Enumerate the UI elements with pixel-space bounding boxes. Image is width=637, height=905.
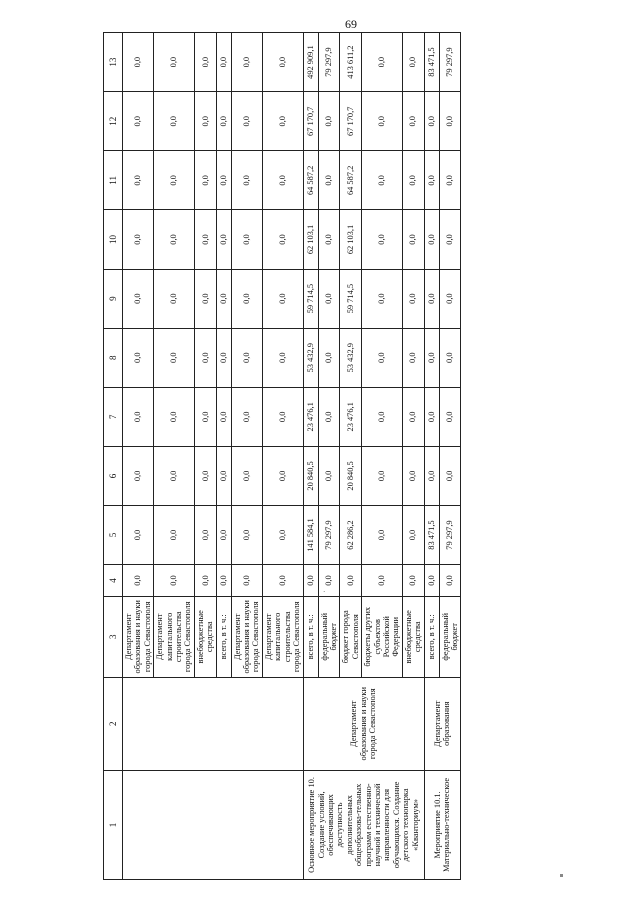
source-cell: Департамент образования и науки города Севастополя (231, 596, 262, 677)
value-cell: 0,0 (362, 33, 403, 92)
value-cell: 79 297,9 (439, 505, 461, 564)
value-cell: 64 587,2 (340, 151, 362, 210)
value-cell: 0,0 (402, 33, 424, 92)
value-cell: 0,0 (154, 505, 195, 564)
source-cell: бюджеты других субъектов Российской Федерации (362, 596, 403, 677)
value-cell: 0,0 (123, 151, 154, 210)
value-cell: 0,0 (424, 92, 439, 151)
value-cell: 0,0 (362, 446, 403, 505)
value-cell: 0,0 (216, 565, 231, 597)
value-cell: 0,0 (216, 92, 231, 151)
value-cell: 0,0 (424, 565, 439, 597)
value-cell: 0,0 (194, 387, 216, 446)
value-cell: 0,0 (303, 565, 318, 597)
value-cell: 0,0 (262, 92, 303, 151)
header-cell: 2 (104, 677, 123, 770)
value-cell: 0,0 (318, 446, 340, 505)
value-cell: 0,0 (439, 446, 461, 505)
source-cell: внебюджетные средства (194, 596, 216, 677)
table-row (303, 33, 318, 880)
value-cell: 0,0 (154, 565, 195, 597)
value-cell: 0,0 (362, 92, 403, 151)
value-cell: 53 432,9 (340, 328, 362, 387)
source-cell: всего, в т. ч.: (303, 596, 318, 677)
value-cell: 0,0 (194, 446, 216, 505)
value-cell: 83 471,5 (424, 33, 439, 92)
value-cell: 0,0 (424, 446, 439, 505)
source-cell: бюджет города Севастополя (340, 596, 362, 677)
value-cell: 0,0 (123, 210, 154, 269)
table-row (424, 33, 439, 880)
source-cell: всего, в т. ч.: (216, 596, 231, 677)
value-cell: 413 611,2 (340, 33, 362, 92)
value-cell: 0,0 (231, 565, 262, 597)
value-cell: 23 476,1 (340, 387, 362, 446)
value-cell: 0,0 (154, 92, 195, 151)
value-cell: 0,0 (194, 151, 216, 210)
value-cell: 0,0 (262, 33, 303, 92)
value-cell: 0,0 (231, 387, 262, 446)
value-cell: 0,0 (231, 269, 262, 328)
value-cell: 0,0 (402, 505, 424, 564)
value-cell: 0,0 (340, 565, 362, 597)
value-cell: 20 840,5 (340, 446, 362, 505)
header-cell: 3 (104, 596, 123, 677)
value-cell: 0,0 (262, 328, 303, 387)
stray-mark: · (323, 588, 326, 596)
value-cell: 0,0 (154, 151, 195, 210)
value-cell: 79 297,9 (318, 33, 340, 92)
value-cell: 0,0 (362, 565, 403, 597)
value-cell: 67 170,7 (340, 92, 362, 151)
page-number: 69 (345, 17, 357, 31)
value-cell: 0,0 (123, 565, 154, 597)
header-row (104, 33, 123, 880)
value-cell: 0,0 (362, 505, 403, 564)
value-cell: 0,0 (362, 387, 403, 446)
value-cell: 0,0 (216, 151, 231, 210)
table-body (104, 33, 461, 880)
value-cell: 0,0 (318, 565, 340, 597)
value-cell: 0,0 (402, 565, 424, 597)
header-cell: 13 (104, 33, 123, 92)
value-cell: 0,0 (231, 328, 262, 387)
value-cell: 0,0 (362, 328, 403, 387)
value-cell: 0,0 (154, 328, 195, 387)
value-cell: 0,0 (216, 33, 231, 92)
value-cell: 0,0 (362, 151, 403, 210)
value-cell: 0,0 (439, 269, 461, 328)
value-cell: 0,0 (123, 446, 154, 505)
value-cell: 0,0 (318, 269, 340, 328)
value-cell: 0,0 (216, 210, 231, 269)
value-cell: 0,0 (402, 92, 424, 151)
value-cell: 0,0 (439, 210, 461, 269)
value-cell: 0,0 (439, 565, 461, 597)
value-cell: 67 170,7 (303, 92, 318, 151)
stray-dot (560, 874, 563, 877)
header-cell: 9 (104, 269, 123, 328)
value-cell: 0,0 (123, 387, 154, 446)
value-cell: 0,0 (262, 151, 303, 210)
value-cell: 0,0 (424, 387, 439, 446)
header-cell: 10 (104, 210, 123, 269)
empty-cell (123, 770, 304, 879)
value-cell: 62 103,1 (303, 210, 318, 269)
value-cell: 0,0 (194, 565, 216, 597)
value-cell: 0,0 (424, 269, 439, 328)
value-cell: 0,0 (262, 210, 303, 269)
value-cell: 0,0 (318, 210, 340, 269)
value-cell: 0,0 (154, 33, 195, 92)
value-cell: 0,0 (194, 210, 216, 269)
rotated-table-wrapper (103, 32, 461, 880)
value-cell: 0,0 (402, 210, 424, 269)
value-cell: 0,0 (123, 328, 154, 387)
header-cell: 8 (104, 328, 123, 387)
value-cell: 20 840,5 (303, 446, 318, 505)
value-cell: 79 297,9 (318, 505, 340, 564)
header-cell: 6 (104, 446, 123, 505)
value-cell: 0,0 (402, 328, 424, 387)
value-cell: 0,0 (318, 328, 340, 387)
value-cell: 0,0 (439, 92, 461, 151)
value-cell: 53 432,9 (303, 328, 318, 387)
table-row (123, 33, 154, 880)
value-cell: 0,0 (194, 505, 216, 564)
value-cell: 0,0 (216, 505, 231, 564)
value-cell: 0,0 (439, 328, 461, 387)
value-cell: 0,0 (318, 387, 340, 446)
value-cell: 59 714,5 (303, 269, 318, 328)
value-cell: 23 476,1 (303, 387, 318, 446)
source-cell: Департамент капитального строительства города Севастополя (154, 596, 195, 677)
value-cell: 62 286,2 (340, 505, 362, 564)
value-cell: 0,0 (362, 269, 403, 328)
value-cell: 141 584,1 (303, 505, 318, 564)
value-cell: 0,0 (194, 92, 216, 151)
value-cell: 0,0 (123, 33, 154, 92)
value-cell: 0,0 (231, 210, 262, 269)
activity-name-cell: Мероприятие 10.1. Материально-техническое (424, 770, 461, 879)
value-cell: 0,0 (154, 446, 195, 505)
value-cell: 0,0 (262, 387, 303, 446)
value-cell: 64 587,2 (303, 151, 318, 210)
source-cell: Департамент капитального строительства города Севастополя (262, 596, 303, 677)
value-cell: 62 103,1 (340, 210, 362, 269)
value-cell: 0,0 (231, 33, 262, 92)
source-cell: федеральный бюджет (439, 596, 461, 677)
executor-cell: Департамент образования (424, 677, 461, 770)
value-cell: 59 714,5 (340, 269, 362, 328)
value-cell: 79 297,9 (439, 33, 461, 92)
source-cell: федеральный бюджет (318, 596, 340, 677)
value-cell: 0,0 (362, 210, 403, 269)
value-cell: 492 909,1 (303, 33, 318, 92)
value-cell: 0,0 (402, 269, 424, 328)
executor-cell: Департамент образования и науки города Севастополя (303, 677, 424, 770)
value-cell: 0,0 (318, 92, 340, 151)
value-cell: 0,0 (231, 505, 262, 564)
value-cell: 0,0 (194, 33, 216, 92)
value-cell: 0,0 (402, 151, 424, 210)
value-cell: 0,0 (216, 387, 231, 446)
header-cell: 5 (104, 505, 123, 564)
header-cell: 1 (104, 770, 123, 879)
value-cell: 0,0 (231, 151, 262, 210)
value-cell: 0,0 (216, 269, 231, 328)
value-cell: 0,0 (194, 328, 216, 387)
value-cell: 0,0 (402, 387, 424, 446)
activity-name-cell: Основное мероприятие 10. Создание условий, обеспечивающих доступность дополнительных общеобразова-тельных программ естественно-научной и технической направленности для обучающихся. Создание детского технопарка «Кванториум» (303, 770, 424, 879)
source-cell: внебюджетные средства (402, 596, 424, 677)
source-cell: Департамент образования и науки города Севастополя (123, 596, 154, 677)
value-cell: 0,0 (439, 387, 461, 446)
header-cell: 7 (104, 387, 123, 446)
value-cell: 0,0 (424, 328, 439, 387)
value-cell: 0,0 (262, 505, 303, 564)
value-cell: 0,0 (231, 92, 262, 151)
value-cell: 0,0 (424, 210, 439, 269)
value-cell: 0,0 (123, 92, 154, 151)
value-cell: 0,0 (439, 151, 461, 210)
source-cell: всего, в т. ч.: (424, 596, 439, 677)
value-cell: 0,0 (154, 387, 195, 446)
header-cell: 4 (104, 565, 123, 597)
value-cell: 0,0 (262, 565, 303, 597)
budget-table (103, 32, 461, 880)
value-cell: 0,0 (216, 328, 231, 387)
value-cell: 0,0 (262, 446, 303, 505)
value-cell: 0,0 (123, 269, 154, 328)
header-cell: 11 (104, 151, 123, 210)
value-cell: 0,0 (123, 505, 154, 564)
value-cell: 0,0 (402, 446, 424, 505)
value-cell: 0,0 (424, 151, 439, 210)
value-cell: 0,0 (262, 269, 303, 328)
value-cell: 0,0 (154, 210, 195, 269)
value-cell: 0,0 (154, 269, 195, 328)
empty-cell (123, 677, 304, 770)
header-cell: 12 (104, 92, 123, 151)
value-cell: 0,0 (194, 269, 216, 328)
value-cell: 83 471,5 (424, 505, 439, 564)
value-cell: 0,0 (216, 446, 231, 505)
value-cell: 0,0 (231, 446, 262, 505)
value-cell: 0,0 (318, 151, 340, 210)
